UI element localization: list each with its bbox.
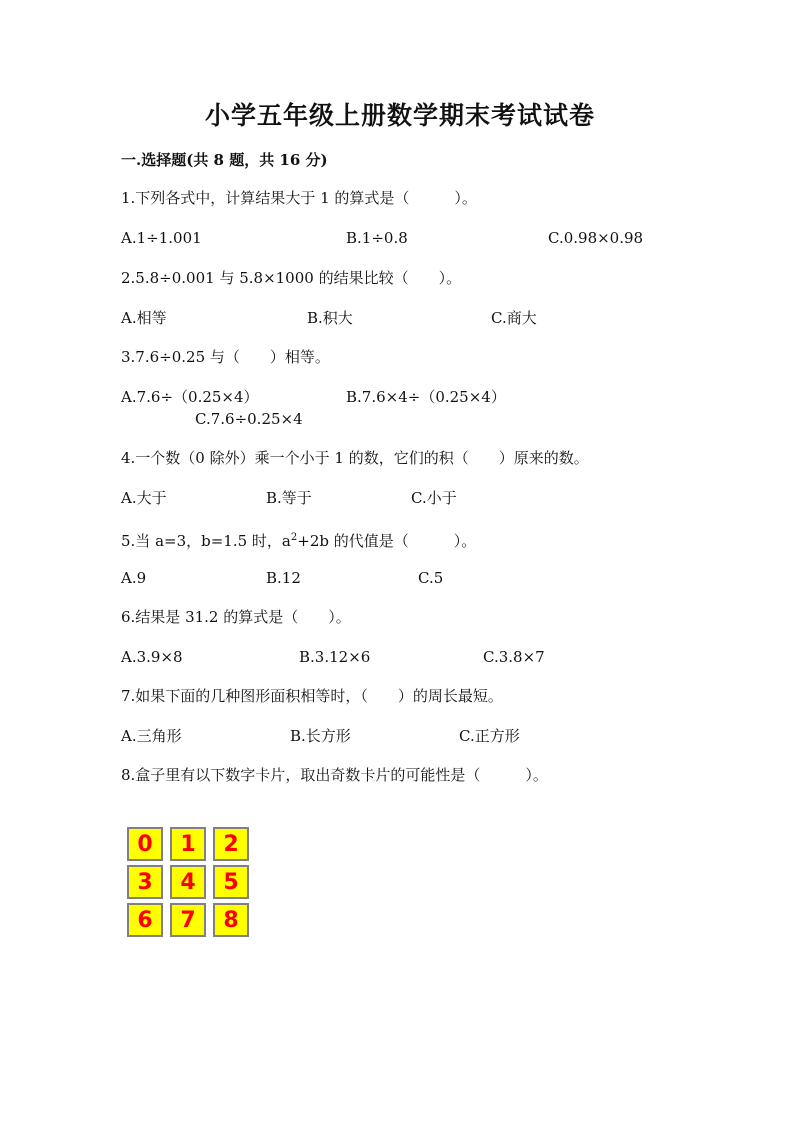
- q3-option-b: B.7.6×4÷（0.25×4）: [346, 388, 506, 406]
- q2-option-a: A.相等: [121, 309, 167, 327]
- number-card: 5: [213, 865, 249, 899]
- q7-option-c: C.正方形: [459, 727, 520, 745]
- number-card: 2: [213, 827, 249, 861]
- page-title: 小学五年级上册数学期末考试试卷: [204, 101, 595, 130]
- number-card-grid: [127, 827, 251, 937]
- number-card: 8: [213, 903, 249, 937]
- q2-option-c: C.商大: [491, 309, 537, 327]
- number-card: 3: [127, 865, 163, 899]
- section-heading: 一.选择题(共 8 题，共 16 分): [121, 151, 328, 169]
- q5-exponent: 2: [290, 532, 298, 543]
- q5-stem-end: +2b 的代值是（ ）。: [297, 532, 477, 550]
- number-card: 4: [170, 865, 206, 899]
- q4-option-c: C.小于: [411, 489, 457, 507]
- q5-option-b: B.12: [266, 569, 301, 587]
- q1-option-a: A.1÷1.001: [121, 229, 202, 247]
- q7-stem: 7.如果下面的几种图形面积相等时，（ ）的周长最短。: [121, 687, 503, 705]
- q2-option-b: B.积大: [307, 309, 353, 327]
- number-card: 6: [127, 903, 163, 937]
- number-card: 0: [127, 827, 163, 861]
- q7-option-b: B.长方形: [290, 727, 351, 745]
- q6-option-c: C.3.8×7: [483, 648, 545, 666]
- q6-stem: 6.结果是 31.2 的算式是（ ）。: [121, 608, 351, 626]
- q5-option-c: C.5: [418, 569, 444, 587]
- number-card: 1: [170, 827, 206, 861]
- q4-stem: 4.一个数（0 除外）乘一个小于 1 的数，它们的积（ ）原来的数。: [121, 449, 589, 467]
- q5-stem-start: 5.当 a=3，b=1.5 时，a: [121, 532, 291, 550]
- q1-stem: 1.下列各式中，计算结果大于 1 的算式是（ ）。: [121, 189, 477, 207]
- q3-stem: 3.7.6÷0.25 与（ ）相等。: [121, 348, 330, 366]
- q5-stem: [121, 528, 476, 551]
- q6-option-b: B.3.12×6: [299, 648, 371, 666]
- q1-option-c: C.0.98×0.98: [548, 229, 644, 247]
- q4-option-a: A.大于: [121, 489, 167, 507]
- q4-option-b: B.等于: [266, 489, 312, 507]
- q3-option-a: A.7.6÷（0.25×4）: [121, 388, 259, 406]
- number-card: 7: [170, 903, 206, 937]
- q2-stem: 2.5.8÷0.001 与 5.8×1000 的结果比较（ ）。: [121, 269, 462, 287]
- q3-option-c: C.7.6÷0.25×4: [195, 410, 303, 428]
- q5-option-a: A.9: [121, 569, 147, 587]
- q7-option-a: A.三角形: [121, 727, 182, 745]
- q8-stem: 8.盒子里有以下数字卡片，取出奇数卡片的可能性是（ ）。: [121, 766, 548, 784]
- q1-option-b: B.1÷0.8: [346, 229, 408, 247]
- q6-option-a: A.3.9×8: [121, 648, 183, 666]
